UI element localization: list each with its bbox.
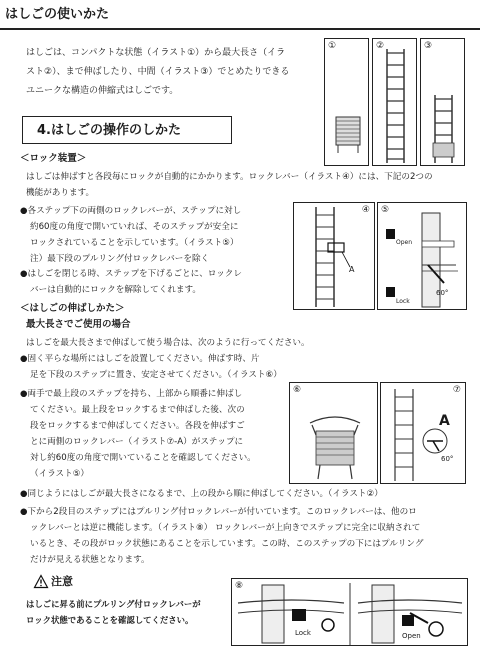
page-header-title: はしごの使いかた	[5, 7, 110, 22]
extend-bullet-3: ●同じようにはしごが最大長さになるまで、上の段から順に伸ばしてください。（イラスト②）	[20, 489, 383, 499]
illustration-5-open-label: Open	[396, 239, 413, 246]
caution-text: はしごに昇る前にプルリング付ロックレバーが ロック状態であることを確認してください。	[26, 599, 201, 625]
illustration-5-angle: 60°	[436, 289, 449, 297]
lock-heading: ＜ロック装置＞	[20, 153, 87, 164]
illustration-6-panel	[289, 382, 378, 484]
illustration-5-panel	[377, 202, 467, 310]
lever-angle-drawing	[378, 203, 468, 311]
lock-bullet-1: ●各ステップ下の両側のロックレバーが、ステップに対し 約60度の角度で開いていれば、そのステップが安全に ロックされていることを示しています。（イラスト⑤） 注）最下段のプルリング付ロックレバーを除く	[20, 206, 242, 264]
illustration-2-number: ②	[376, 41, 385, 51]
header-rule	[0, 28, 480, 30]
illustration-1-number: ①	[328, 41, 337, 51]
section-4-title-box	[22, 116, 232, 144]
compact-ladder-drawing	[325, 39, 370, 167]
illustration-4-number: ④	[361, 205, 370, 215]
illustration-4-callout: A	[349, 265, 355, 274]
person-checking-lever-drawing	[381, 383, 467, 485]
pull-ring-lever-lock-drawing	[232, 579, 469, 647]
full-ladder-drawing	[373, 39, 418, 167]
illustration-2-panel	[372, 38, 417, 166]
mid-ladder-drawing	[421, 39, 466, 167]
illustration-4-panel	[293, 202, 375, 310]
illustration-7-panel	[380, 382, 466, 484]
illustration-3-number: ③	[424, 41, 433, 51]
illustration-7-angle: 60°	[441, 455, 454, 463]
person-extending-ladder-drawing	[290, 383, 379, 485]
caution-title: 注意	[51, 575, 73, 588]
illustration-1-panel	[324, 38, 369, 166]
lock-body: はしごは伸ばすと各段毎にロックが自動的にかかります。ロックレバー（イラスト④）には、下記の2つの 機能があります。	[26, 172, 433, 198]
extend-bullet-1: ●固く平らな場所にはしごを設置してください。伸ばす時、片 足を下段のステップに置き、安定させてください。（イラスト⑥）	[20, 354, 282, 380]
illustration-8-open-label: Open	[402, 632, 421, 640]
illustration-7-number: ⑦	[452, 385, 461, 395]
intro-text: はしごは、コンパクトな状態（イラスト①）から最大長さ（イラ スト②）、まで伸ばしたり、中間（イラスト③）でとめたりできる ユニークな構造の伸縮式はしごです。	[26, 48, 290, 96]
illustration-5-lock-label: Lock	[396, 298, 410, 305]
extend-bullet-4: ●下から2段目のステップにはプルリング付ロックレバーが付いています。このロックレバーは、他のロ ックレバーとは逆に機能します。（イラスト⑧） ロックレバーが上向きでステップに完全に収納されて いるとき、その段がロック状態にあることを示しています。この時、このステップの下にはプルリング だけが見える状態となります。	[20, 507, 424, 565]
lock-bullet-2: ●はしごを閉じる時、ステップを下げるごとに、ロックレ バーは自動的にロックを解除してくれます。	[20, 269, 242, 295]
extend-heading: ＜はしごの伸ばしかた＞	[20, 303, 125, 314]
illustration-6-number: ⑥	[293, 385, 302, 395]
illustration-5-number: ⑤	[381, 205, 390, 215]
warning-icon	[34, 575, 48, 588]
illustration-8-panel	[231, 578, 468, 646]
ladder-lock-lever-drawing	[294, 203, 376, 311]
illustration-3-panel	[420, 38, 465, 166]
extend-bullet-2: ●両手で最上段のステップを持ち、上部から順番に伸ばし てください。最上段をロックするまで伸ばした後、次の 段をロックするまで伸ばしてください。各段を伸ばすご とに両側のロックレバー（イラスト⑦-A）がステップに 対し約60度の角度で開いていることを確認してください。 （イラスト⑤）	[20, 389, 256, 479]
illustration-8-number: ⑧	[235, 581, 244, 591]
illustration-7-callout: A	[439, 413, 450, 429]
section-4-title: 4.はしごの操作のしかた	[37, 123, 181, 138]
extend-subheading: 最大長さでご使用の場合	[26, 319, 131, 330]
illustration-8-lock-label: Lock	[295, 629, 311, 637]
extend-intro: はしごを最大長さまで伸ばして使う場合は、次のように行ってください。	[26, 338, 310, 348]
